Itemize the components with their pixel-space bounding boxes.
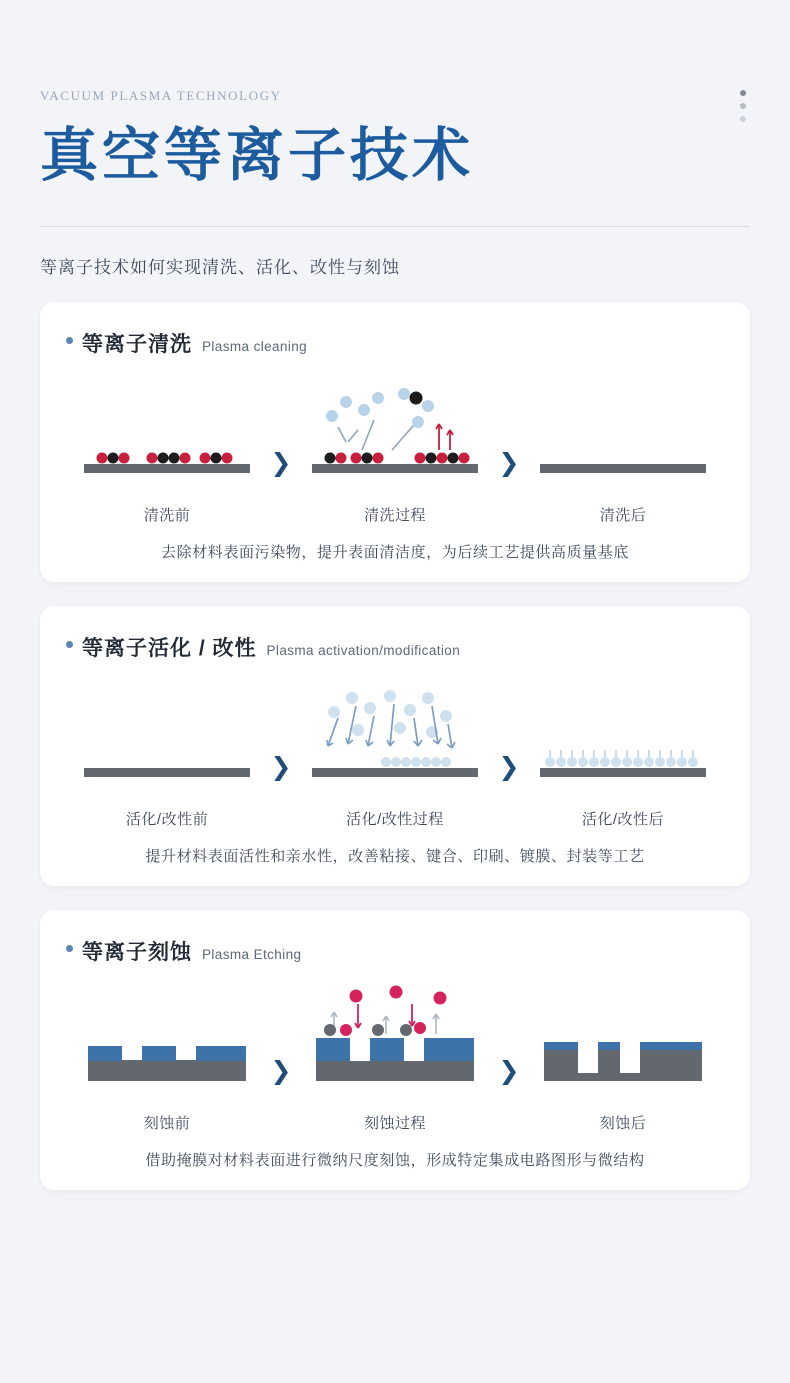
- cleaning-process-icon: [300, 372, 490, 492]
- card-header: [66, 328, 724, 358]
- stage-illustration: [72, 676, 262, 796]
- card-note: 借助掩膜对材料表面进行微纳尺度刻蚀，形成特定集成电路图形与微结构: [145, 1151, 645, 1169]
- card-note: 去除材料表面污染物，提升表面清洁度，为后续工艺提供高质量基底: [160, 543, 629, 561]
- card-subtitle: Plasma activation/modification: [266, 642, 461, 658]
- stage-illustration: [300, 372, 490, 492]
- card-subtitle: Plasma Etching: [202, 946, 302, 962]
- stage-after: [528, 676, 718, 829]
- stage-label: 刻蚀后: [599, 1114, 647, 1132]
- stage-label: 活化/改性前: [125, 810, 209, 828]
- stage-illustration: [528, 676, 718, 796]
- stage-label: 清洗前: [143, 506, 191, 524]
- stage-illustration: [300, 676, 490, 796]
- clean-surface-icon: [528, 372, 718, 492]
- stage-row: [66, 676, 724, 829]
- page-title: 真空等离子技术: [40, 123, 475, 188]
- eyebrow-text: VACUUM PLASMA TECHNOLOGY: [40, 88, 282, 103]
- stage-after: [528, 980, 718, 1133]
- stage-process: [300, 676, 490, 829]
- etching-process-icon: [300, 980, 490, 1100]
- stage-process: [300, 980, 490, 1133]
- masked-substrate-icon: [72, 980, 262, 1100]
- stage-before: [72, 676, 262, 829]
- stage-before: [72, 980, 262, 1133]
- card-note: 提升材料表面活性和亲水性，改善粘接、键合、印刷、镀膜、封装等工艺: [145, 847, 645, 865]
- decorative-dots: [740, 90, 746, 122]
- bullet-icon: [66, 641, 73, 648]
- card-title: 等离子刻蚀: [82, 940, 192, 964]
- bullet-icon: [66, 945, 73, 952]
- stage-process: [300, 372, 490, 525]
- card-header: [66, 632, 724, 662]
- stage-arrow-icon: ❯: [270, 447, 292, 477]
- stage-illustration: [72, 980, 262, 1100]
- contaminated-surface-icon: [72, 372, 262, 492]
- page-subtitle: 等离子技术如何实现清洗、活化、改性与刻蚀: [40, 257, 400, 277]
- stage-label: 活化/改性后: [581, 810, 665, 828]
- stage-illustration: [300, 980, 490, 1100]
- dot-icon: [740, 116, 746, 122]
- card-header: [66, 936, 724, 966]
- divider: [40, 226, 750, 227]
- dot-icon: [740, 90, 746, 96]
- card-subtitle: Plasma cleaning: [202, 338, 308, 354]
- stage-arrow-icon: ❯: [270, 1055, 292, 1085]
- bullet-icon: [66, 337, 73, 344]
- stage-arrow-icon: ❯: [498, 1055, 520, 1085]
- stage-arrow-icon: ❯: [270, 751, 292, 781]
- card-plasma-cleaning: [40, 302, 750, 582]
- card-title: 等离子清洗: [82, 332, 192, 356]
- stage-label: 刻蚀前: [143, 1114, 191, 1132]
- card-plasma-etching: [40, 910, 750, 1190]
- dot-icon: [740, 103, 746, 109]
- stage-row: [66, 372, 724, 525]
- stage-arrow-icon: ❯: [498, 751, 520, 781]
- stage-label: 清洗过程: [363, 506, 426, 524]
- stage-label: 活化/改性过程: [346, 810, 444, 828]
- stage-illustration: [528, 372, 718, 492]
- bare-surface-icon: [72, 676, 262, 796]
- card-plasma-activation: [40, 606, 750, 886]
- stage-illustration: [528, 980, 718, 1100]
- card-title: 等离子活化 / 改性: [82, 636, 257, 660]
- stage-label: 清洗后: [599, 506, 647, 524]
- functionalized-surface-icon: [528, 676, 718, 796]
- etched-pattern-icon: [528, 980, 718, 1100]
- stage-label: 刻蚀过程: [363, 1114, 426, 1132]
- stage-row: [66, 980, 724, 1133]
- stage-arrow-icon: ❯: [498, 447, 520, 477]
- activation-process-icon: [300, 676, 490, 796]
- stage-before: [72, 372, 262, 525]
- stage-illustration: [72, 372, 262, 492]
- stage-after: [528, 372, 718, 525]
